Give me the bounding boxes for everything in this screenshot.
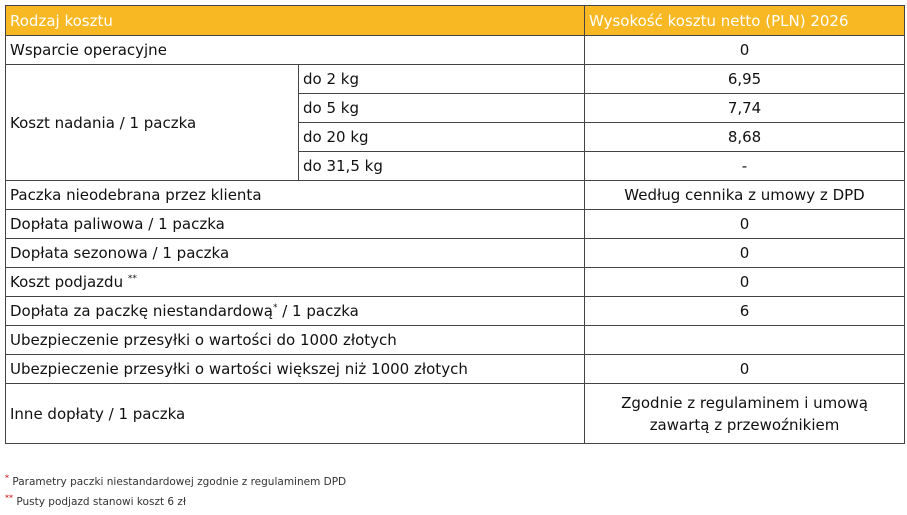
table-row [6, 355, 905, 384]
row-label-text: Dopłata za paczkę niestandardową [10, 302, 273, 320]
footnote-text: Parametry paczki niestandardowej zgodnie z regulaminem DPD [12, 476, 347, 488]
table-row [6, 268, 905, 297]
table-row [6, 36, 905, 65]
footnote-text: Pusty podjazd stanowi koszt 6 zł [16, 496, 186, 508]
row-value: 0 [585, 36, 905, 65]
row-value: 6 [585, 297, 905, 326]
weight-tier-value: 6,95 [585, 65, 905, 94]
row-label: Wsparcie operacyjne [6, 36, 585, 65]
header-cost-type: Rodzaj kosztu [6, 6, 585, 36]
row-value: 0 [585, 239, 905, 268]
row-value: Według cennika z umowy z DPD [585, 181, 905, 210]
row-label: Ubezpieczenie przesyłki o wartości większej niż 1000 złotych [6, 355, 585, 384]
row-value [585, 326, 905, 355]
footnotes [5, 474, 346, 514]
row-value: 0 [585, 210, 905, 239]
footnote-mark: ** [127, 274, 137, 284]
row-value: Zgodnie z regulaminem i umową zawartą z przewoźnikiem [585, 384, 905, 444]
table-row [6, 65, 905, 94]
row-label-suffix: / 1 paczka [277, 302, 359, 320]
cost-table [5, 5, 905, 444]
row-label [6, 268, 585, 297]
row-label: Inne dopłaty / 1 paczka [6, 384, 585, 444]
footnote-mark: * [5, 473, 9, 483]
table-row [6, 384, 905, 444]
table-row [6, 326, 905, 355]
row-label: Ubezpieczenie przesyłki o wartości do 1000 złotych [6, 326, 585, 355]
weight-tier-value: 7,74 [585, 94, 905, 123]
table-row [6, 181, 905, 210]
footnote [5, 474, 346, 494]
row-label: Paczka nieodebrana przez klienta [6, 181, 585, 210]
row-label-shipping-cost: Koszt nadania / 1 paczka [6, 65, 299, 181]
row-value: 0 [585, 355, 905, 384]
header-row [6, 6, 905, 36]
row-value: 0 [585, 268, 905, 297]
weight-tier: do 31,5 kg [299, 152, 585, 181]
footnote-mark: * [272, 303, 278, 313]
weight-tier: do 5 kg [299, 94, 585, 123]
table-row [6, 210, 905, 239]
row-label [6, 297, 585, 326]
row-label: Dopłata sezonowa / 1 paczka [6, 239, 585, 268]
header-net-cost: Wysokość kosztu netto (PLN) 2026 [585, 6, 905, 36]
footnote-mark: ** [5, 493, 13, 503]
footnote [5, 494, 346, 514]
weight-tier-value: - [585, 152, 905, 181]
table-row [6, 239, 905, 268]
weight-tier: do 20 kg [299, 123, 585, 152]
weight-tier: do 2 kg [299, 65, 585, 94]
row-label: Dopłata paliwowa / 1 paczka [6, 210, 585, 239]
row-label-text: Koszt podjazdu [10, 273, 124, 291]
table-row [6, 297, 905, 326]
weight-tier-value: 8,68 [585, 123, 905, 152]
